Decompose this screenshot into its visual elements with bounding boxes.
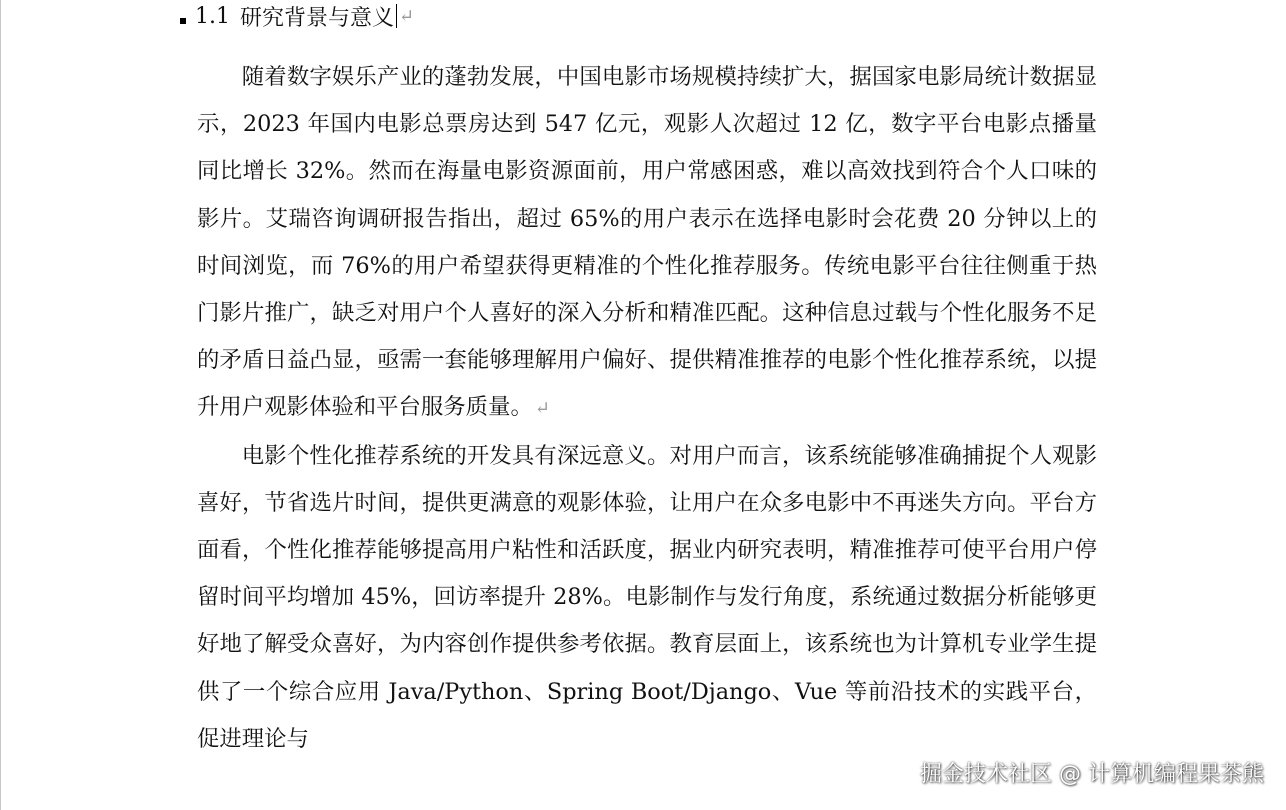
paragraph-text: 随着数字娱乐产业的蓬勃发展，中国电影市场规模持续扩大，据国家电影局统计数据显示，2023 年国内电影总票房达到 547 亿元，观影人次超过 12 亿，数字平台电影点播量同比增长 32%。然而在海量电影资源面前，用户常感困惑，难以高效找到符合个人口味的影片。艾瑞咨询调研报告指出，超过 65%的用户表示在选择电影时会花费 20 分钟以上的时间浏览，而 76%的用户希望获得更精准的个性化推荐服务。传统电影平台往往侧重于热门影片推广，缺乏对用户个人喜好的深入分析和精准匹配。这种信息过载与个性化服务不足的矛盾日益凸显，亟需一套能够理解用户偏好、提供精准推荐的电影个性化推荐系统，以提升用户观影体验和平台服务质量。: [197, 64, 1097, 421]
paragraph-mark-icon: ↵: [534, 398, 550, 420]
paragraph-background[interactable]: [197, 54, 1097, 433]
watermark: 掘金技术社区 @ 计算机编程果茶熊: [920, 762, 1264, 787]
paragraph-mark-icon: ↵: [399, 5, 415, 27]
text-cursor: [396, 4, 397, 28]
section-title: 研究背景与意义: [240, 5, 395, 31]
paragraph-significance[interactable]: [197, 433, 1097, 763]
document-body[interactable]: [197, 54, 1097, 763]
heading-bullet-marker: [180, 18, 186, 24]
section-heading[interactable]: [180, 2, 414, 30]
page-left-border: [0, 0, 1, 810]
paragraph-text: 电影个性化推荐系统的开发具有深远意义。对用户而言，该系统能够准确捕捉个人观影喜好，节省选片时间，提供更满意的观影体验，让用户在众多电影中不再迷失方向。平台方面看，个性化推荐能够提高用户粘性和活跃度，据业内研究表明，精准推荐可使平台用户停留时间平均增加 45%，回访率提升 28%。电影制作与发行角度，系统通过数据分析能够更好地了解受众喜好，为内容创作提供参考依据。教育层面上，该系统也为计算机专业学生提供了一个综合应用 Java/Python、Spring Boot/Django、Vue 等前沿技术的实践平台，促进理论与: [197, 442, 1097, 752]
section-number: 1.1: [195, 3, 230, 29]
